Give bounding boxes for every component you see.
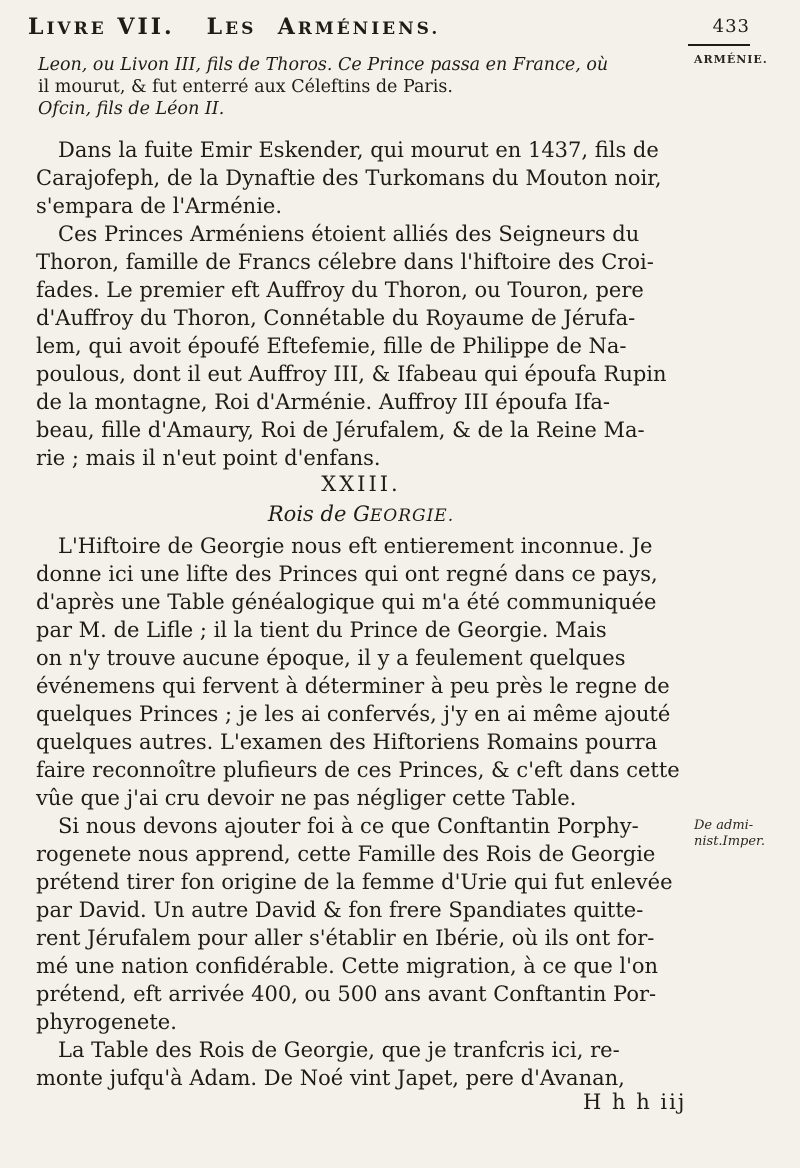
text-line: faire reconnoître plufieurs de ces Princes, & c'eft dans cette bbox=[36, 758, 680, 782]
intro-line: Ofcin, fils de Léon II. bbox=[38, 99, 225, 119]
margin-note-line: De admi- bbox=[694, 818, 754, 833]
header-rule bbox=[688, 44, 750, 46]
text-line: événemens qui fervent à déterminer à peu près le regne de bbox=[36, 674, 670, 698]
intro-line: Leon, ou Livon III, fils de Thoros. Ce Prince passa en France, où bbox=[38, 55, 609, 75]
text-line: quelques autres. L'examen des Hiftoriens Romains pourra bbox=[36, 730, 658, 754]
running-head-title: LES ARMÉNIENS. bbox=[206, 14, 441, 40]
text-line: Dans la fuite Emir Eskender, qui mourut en 1437, fils de bbox=[58, 138, 659, 162]
text-line: monte jufqu'à Adam. De Noé vint Japet, pere d'Avanan, bbox=[36, 1066, 625, 1090]
text-line: Thoron, famille de Francs célebre dans l'hiftoire des Croi- bbox=[36, 250, 654, 274]
margin-note-de-admin bbox=[694, 818, 765, 850]
text-line: prétend, eft arrivée 400, ou 500 ans avant Conftantin Por- bbox=[36, 982, 657, 1006]
margin-note-line: nist.Imper. bbox=[694, 834, 765, 849]
signature-mark: H h h iij bbox=[583, 1090, 687, 1114]
text-line: Si nous devons ajouter foi à ce que Conftantin Porphy- bbox=[58, 814, 639, 838]
margin-note-armenie: ARMÉNIE. bbox=[694, 53, 768, 66]
running-head bbox=[28, 14, 750, 40]
text-line: quelques Princes ; je les ai confervés, j'y en ai même ajouté bbox=[36, 702, 671, 726]
text-line: rent Jérufalem pour aller s'établir en Ibérie, où ils ont for- bbox=[36, 926, 655, 950]
text-line: d'après une Table généalogique qui m'a été communiquée bbox=[36, 590, 657, 614]
text-line: d'Auffroy du Thoron, Connétable du Royaume de Jérufa- bbox=[36, 306, 636, 330]
text-line: L'Hiftoire de Georgie nous eft entierement inconnue. Je bbox=[58, 534, 653, 558]
text-line: de la montagne, Roi d'Arménie. Auffroy III époufa Ifa- bbox=[36, 390, 610, 414]
running-head-book: LIVRE VII. bbox=[28, 14, 175, 40]
text-line: rie ; mais il n'eut point d'enfans. bbox=[36, 446, 381, 470]
text-line: phyrogenete. bbox=[36, 1010, 177, 1034]
text-line: La Table des Rois de Georgie, que je tranfcris ici, re- bbox=[58, 1038, 620, 1062]
section-title: Rois de GEORGIE. bbox=[267, 502, 455, 526]
text-line: beau, fille d'Amaury, Roi de Jérufalem, & de la Reine Ma- bbox=[36, 418, 645, 442]
text-line: on n'y trouve aucune époque, il y a feulement quelques bbox=[36, 646, 626, 670]
text-line: poulous, dont il eut Auffroy III, & Ifabeau qui époufa Rupin bbox=[36, 362, 667, 386]
intro-line: il mourut, & fut enterré aux Céleftins de Paris. bbox=[38, 77, 453, 97]
text-line: par M. de Lifle ; il la tient du Prince de Georgie. Mais bbox=[36, 618, 607, 642]
text-line: prétend tirer fon origine de la femme d'Urie qui fut enlevée bbox=[36, 870, 673, 894]
text-line: par David. Un autre David & fon frere Spandiates quitte- bbox=[36, 898, 644, 922]
page-number: 433 bbox=[712, 16, 750, 37]
text-line: vûe que j'ai cru devoir ne pas négliger cette Table. bbox=[36, 786, 577, 810]
text-line: donne ici une lifte des Princes qui ont regné dans ce pays, bbox=[36, 562, 658, 586]
text-line: lem, qui avoit époufé Eftefemie, fille de Philippe de Na- bbox=[36, 334, 627, 358]
text-line: fades. Le premier eft Auffroy du Thoron, ou Touron, pere bbox=[36, 278, 644, 302]
text-line: rogenete nous apprend, cette Famille des Rois de Georgie bbox=[36, 842, 656, 866]
text-line: s'empara de l'Arménie. bbox=[36, 194, 283, 218]
text-line: Carajofeph, de la Dynaftie des Turkomans du Mouton noir, bbox=[36, 166, 662, 190]
text-line: mé une nation confidérable. Cette migration, à ce que l'on bbox=[36, 954, 659, 978]
text-line: Ces Princes Arméniens étoient alliés des Seigneurs du bbox=[58, 222, 640, 246]
section-number: XXIII. bbox=[321, 472, 401, 496]
